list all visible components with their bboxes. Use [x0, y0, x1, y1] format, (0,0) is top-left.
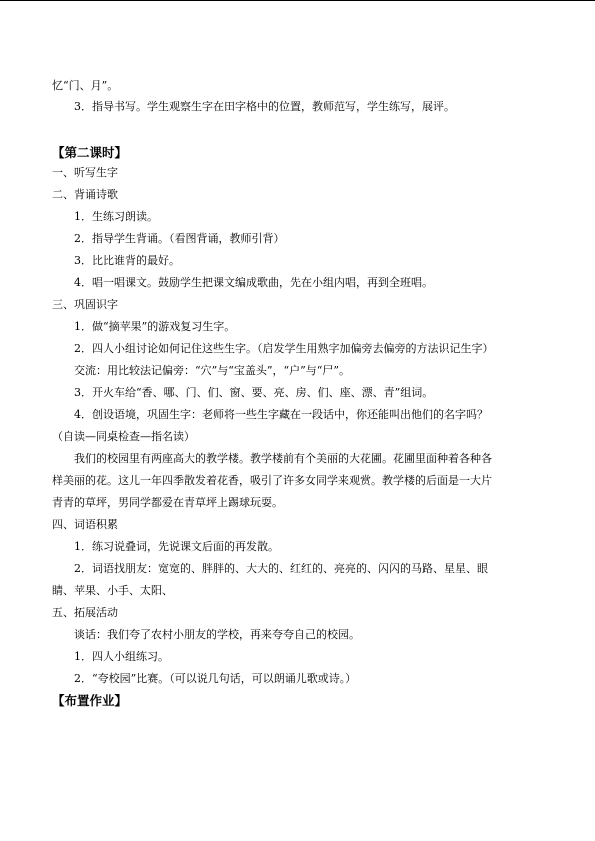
text-line: 忆“门、月”。	[52, 79, 119, 92]
text-line: 1．练习说叠词，先说课文后面的再发散。	[74, 540, 279, 553]
paragraph-line: 样美丽的花。这儿一年四季散发着花香，吸引了许多女同学来观赏。教学楼的后面是一大片	[52, 474, 492, 487]
section-heading-second-lesson: 【第二课时】	[52, 145, 128, 160]
text-line: 2．词语找朋友：宽宽的、胖胖的、大大的、红红的、亮亮的、闪闪的马路、星星、眼	[74, 562, 488, 575]
text-line: （自读—同桌检查—指名读）	[52, 430, 195, 443]
text-line: 2．“夸校园”比赛。（可以说几句话，可以朗诵儿歌或诗。）	[74, 672, 357, 685]
text-line: 4．创设语境，巩固生字：老师将一些生字藏在一段话中，你还能叫出他们的名字吗？	[74, 408, 488, 421]
text-line: 2．指导学生背诵。（看图背诵，教师引背）	[74, 232, 285, 245]
text-line: 2．四人小组讨论如何记住这些生字。（启发学生用熟字加偏旁去偏旁的方法识记生字）	[74, 342, 494, 355]
text-line: 睛、苹果、小手、太阳、	[52, 584, 173, 597]
text-line: 谈话：我们夸了农村小朋友的学校，再来夸夸自己的校园。	[74, 628, 360, 641]
text-line: 3．开火车给“香、哪、门、们、窗、要、亮、房、们、座、漂、青”组词。	[74, 386, 434, 399]
subheading: 二、背诵诗歌	[52, 188, 118, 201]
subheading: 五、拓展活动	[52, 606, 118, 619]
text-line: 3．指导书写。学生观察生字在田字格中的位置，教师范写，学生练写，展评。	[74, 100, 455, 113]
paragraph-line: 青青的草坪，男同学都爱在青草坪上踢球玩耍。	[52, 496, 283, 509]
page-top-border	[0, 0, 595, 1]
text-line: 3．比比谁背的最好。	[74, 254, 180, 267]
subheading: 四、词语积累	[52, 518, 118, 531]
subheading: 三、巩固识字	[52, 298, 118, 311]
text-line: 4．唱一唱课文。鼓励学生把课文编成歌曲，先在小组内唱，再到全班唱。	[74, 276, 433, 289]
text-line: 1．四人小组练习。	[74, 650, 169, 663]
text-line: 1．生练习朗读。	[74, 210, 158, 223]
subheading: 一、听写生字	[52, 166, 118, 179]
text-line: 1．做“摘苹果”的游戏复习生字。	[74, 320, 236, 333]
text-line: 交流：用比较法记偏旁：“穴”与“宝盖头”，“户”与“尸”。	[74, 364, 350, 377]
section-heading-homework: 【布置作业】	[52, 693, 128, 708]
paragraph-line: 我们的校园里有两座高大的教学楼。教学楼前有个美丽的大花圃。花圃里面种着各种各	[74, 452, 492, 465]
